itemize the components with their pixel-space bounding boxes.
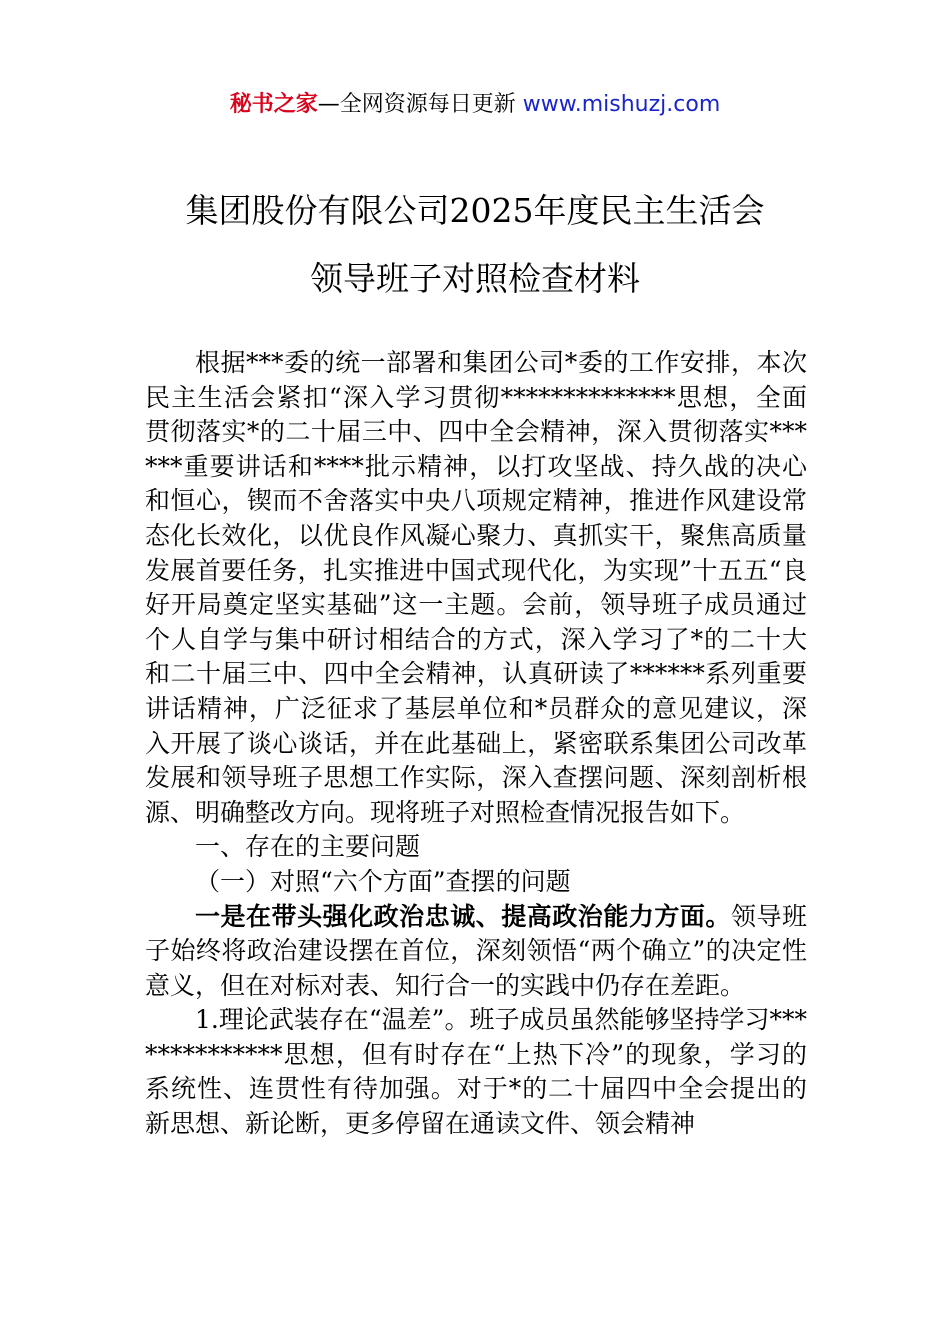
document-body [145,346,807,1142]
point-1-lead: 一是在带头强化政治忠诚、提高政治能力方面。 [195,901,731,931]
point-1-paragraph [145,900,807,1004]
site-brand: 秘书之家 [229,92,318,117]
site-url-link[interactable]: www.mishuzj.com [522,92,721,117]
subsection-heading-1: （一）对照“六个方面”查摆的问题 [195,866,571,896]
item-1-paragraph: 1.理论武装存在“温差”。班子成员虽然能够坚持学习**************思想，但有时存在“上热下冷”的现象，学习的系统性、连贯性有待加强。对于*的二十届四中全会提出的新思想、新论断，更多停留在通读文件、领会精神 [145,1005,807,1139]
intro-paragraph: 根据***委的统一部署和集团公司*委的工作安排，本次民主生活会紧扣“深入学习贯彻**************思想，全面贯彻落实*的二十届三中、四中全会精神，深入贯彻落实******重要讲话和****批示精神，以打攻坚战、持久战的决心和恒心，锲而不舍落实中央八项规定精神，推进作风建设常态化长效化，以优良作风凝心聚力、真抓实干，聚焦高质量发展首要任务，扎实推进中国式现代化，为实现”十五五“良好开局奠定坚实基础”这一主题。会前，领导班子成员通过个人自学与集中研讨相结合的方式，深入学习了*的二十大和二十届三中、四中全会精神，认真研读了******系列重要讲话精神，广泛征求了基层单位和*员群众的意见建议，深入开展了谈心谈话，并在此基础上，紧密联系集团公司改革发展和领导班子思想工作实际，深入查摆问题、深刻剖析根源、明确整改方向。现将班子对照检查情况报告如下。 [145,348,807,827]
document-title-line-1: 集团股份有限公司2025年度民主生活会 [185,191,765,230]
site-header [0,88,950,122]
section-heading-1: 一、存在的主要问题 [195,832,421,862]
site-slogan: —全网资源每日更新 [317,92,523,117]
point-1-text: 领导班子始终将政治建设摆在首位，深刻领悟“两个确立”的决定性意义，但在对标对表、知行合一的实践中仍存在差距。 [145,901,807,1000]
document-title-line-2: 领导班子对照检查材料 [310,259,640,298]
